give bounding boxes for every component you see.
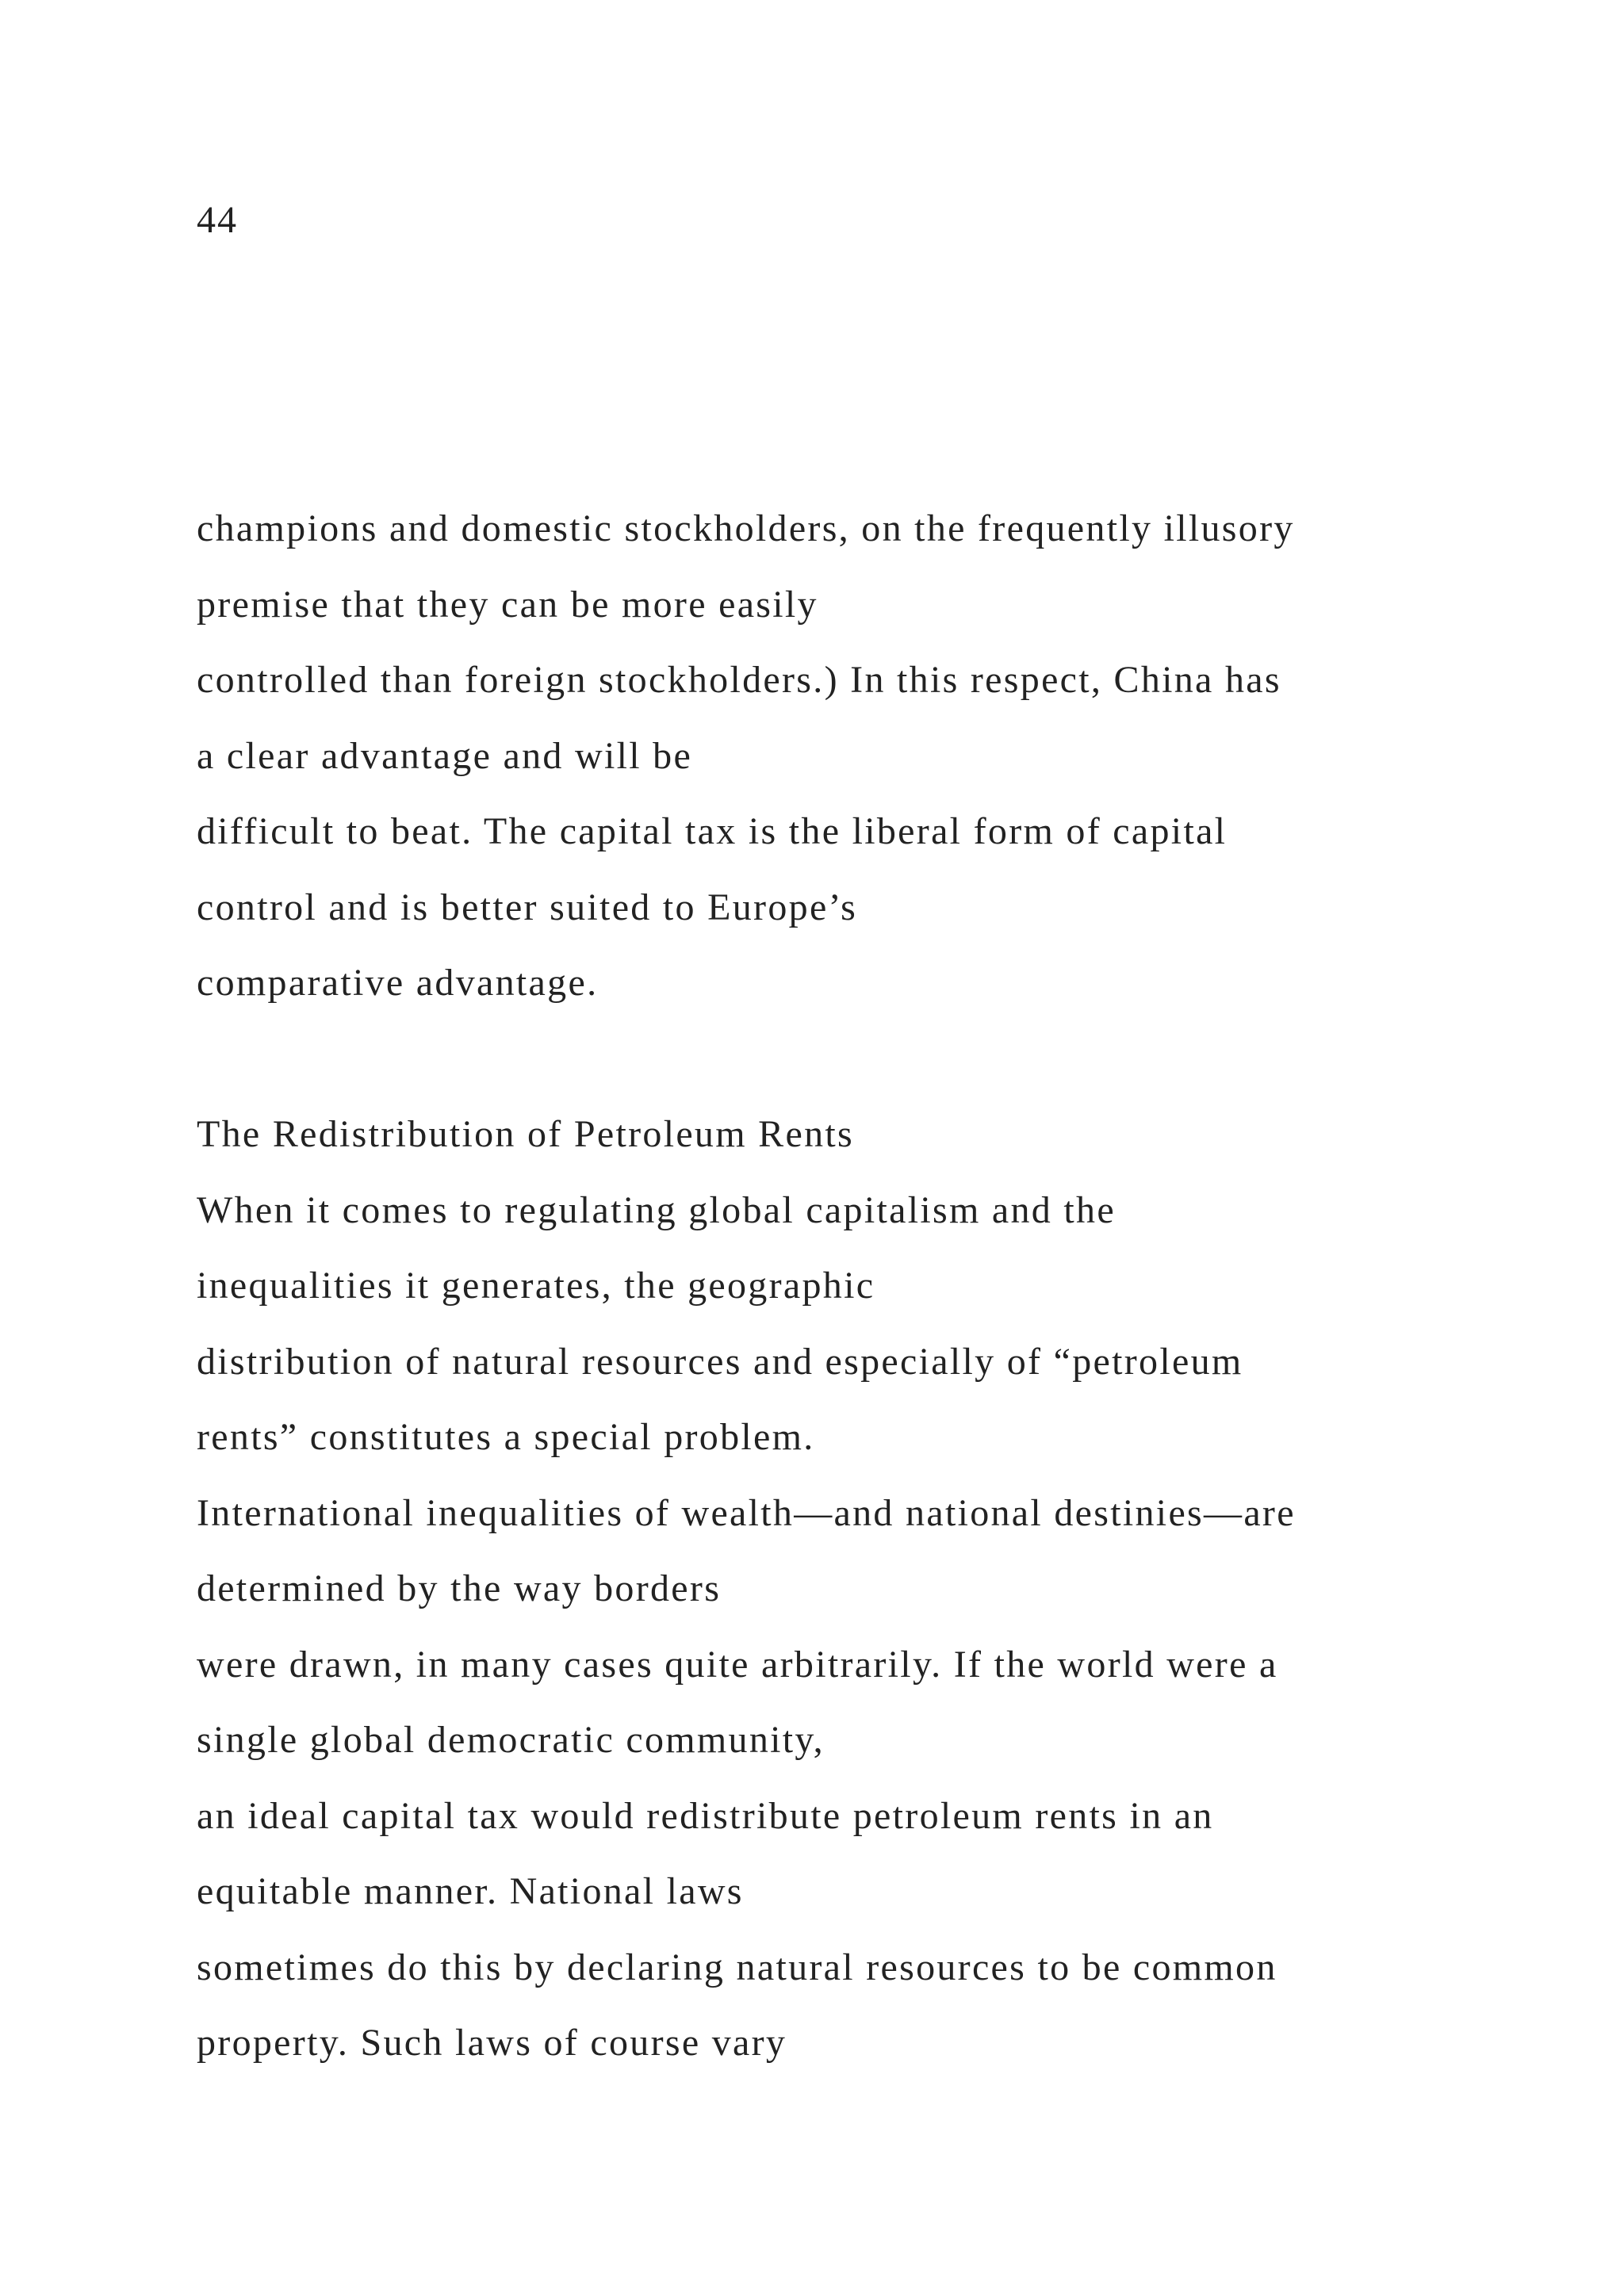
text-line: determined by the way borders [197, 1567, 722, 1609]
text-line: control and is better suited to Europe’s [197, 886, 858, 928]
text-line: sometimes do this by declaring natural resources to be common [197, 1946, 1277, 1988]
text-line: single global democratic community, [197, 1719, 825, 1761]
text-line: controlled than foreign stockholders.) In this respect, China has [197, 659, 1281, 701]
text-line: difficult to beat. The capital tax is the liberal form of capital [197, 810, 1228, 852]
text-line: an ideal capital tax would redistribute petroleum rents in an [197, 1794, 1214, 1837]
text-line: premise that they can be more easily [197, 583, 818, 626]
page-number: 44 [197, 199, 238, 241]
text-line: distribution of natural resources and especially of “petroleum [197, 1340, 1243, 1383]
text-line: International inequalities of wealth—and national destinies—are [197, 1491, 1296, 1534]
text-line: rents” constitutes a special problem. [197, 1416, 815, 1458]
text-line: property. Such laws of course vary [197, 2022, 787, 2064]
text-line: champions and domestic stockholders, on the frequently illusory [197, 507, 1295, 549]
section-petroleum-rents [197, 1111, 1561, 2095]
paragraph-continuation [197, 505, 1561, 1035]
text-line: comparative advantage. [197, 962, 599, 1004]
text-line: When it comes to regulating global capitalism and the [197, 1188, 1116, 1231]
section-heading: The Redistribution of Petroleum Rents [197, 1113, 855, 1155]
paragraph-gap [197, 1035, 1561, 1112]
text-line: a clear advantage and will be [197, 734, 693, 777]
text-line: equitable manner. National laws [197, 1870, 744, 1912]
text-line: inequalities it generates, the geographic [197, 1265, 875, 1307]
text-line: were drawn, in many cases quite arbitrarily. If the world were a [197, 1643, 1278, 1686]
body-text [197, 505, 1561, 2095]
